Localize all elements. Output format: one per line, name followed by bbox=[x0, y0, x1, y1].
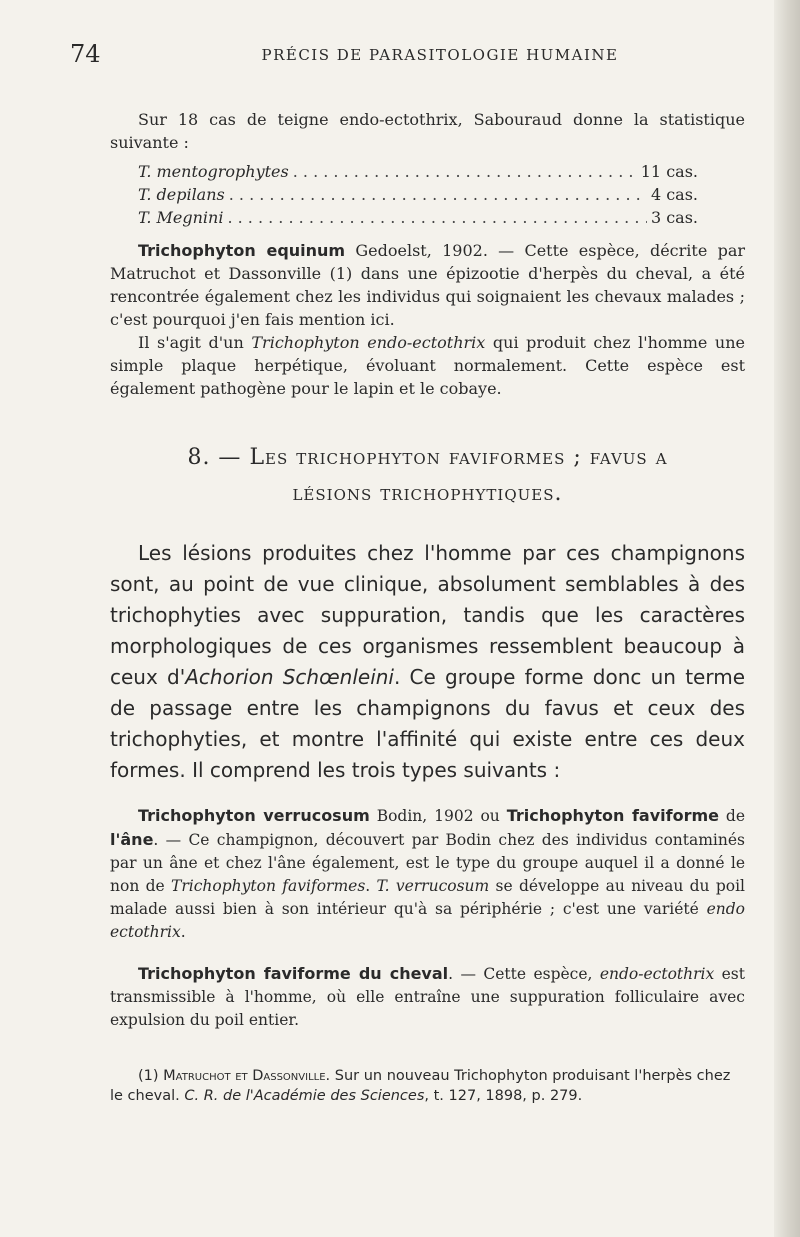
section-title-line1: Les trichophyton faviformes ; favus a bbox=[249, 445, 668, 470]
paragraph-text: . — Cette espèce, bbox=[448, 965, 600, 983]
species-name: Trichophyton verrucosum bbox=[138, 806, 370, 825]
paragraph-text: . bbox=[180, 923, 186, 941]
paragraph-text: Il s'agit d'un bbox=[138, 333, 252, 352]
stat-name: T. depilans bbox=[138, 185, 225, 204]
intro-paragraph: Sur 18 cas de teigne endo-ectothrix, Sabouraud donne la statistique suivante : bbox=[110, 110, 745, 152]
paragraph-text: Bodin, 1902 ou bbox=[369, 807, 507, 825]
stat-value: 4 cas. bbox=[650, 185, 698, 204]
species-italic: endo ectothrix bbox=[110, 900, 745, 941]
paragraph-text: de bbox=[719, 807, 746, 825]
paragraph-text: qui produit chez l'homme une simple plaque herpétique, évoluant normalement. Cette espèce est également pathogène pour le lapin et le cobaye. bbox=[110, 333, 746, 398]
paragraph-text: se développe au niveau du poil malade aussi bien à son intérieur qu'à sa périphérie ; c'est une variété bbox=[110, 877, 746, 918]
footnote-authors: Matruchot et Dassonville bbox=[163, 1068, 326, 1084]
leader-dots bbox=[293, 160, 637, 183]
paragraph-text: . bbox=[365, 877, 377, 895]
stat-row bbox=[138, 206, 698, 229]
equinum-paragraph-2 bbox=[110, 331, 745, 400]
section-heading bbox=[110, 440, 745, 512]
species-italic: T. verrucosum bbox=[376, 877, 490, 895]
stat-row bbox=[138, 183, 698, 206]
species-name: l'âne bbox=[110, 830, 154, 849]
footnote bbox=[110, 1066, 745, 1106]
paragraph-text: . — Ce champignon, découvert par Bodin chez des individus contaminés par un âne et chez l'âne également, est le type du groupe auquel il a donné le non de bbox=[110, 831, 745, 895]
paragraph-text: est transmissible à l'homme, où elle entraîne une suppuration folliculaire avec expulsion du poil entier. bbox=[110, 965, 745, 1029]
equinum-paragraph bbox=[110, 239, 745, 331]
footnote-journal: C. R. de l'Académie des Sciences bbox=[184, 1088, 425, 1104]
running-head: PRÉCIS DE PARASITOLOGIE HUMAINE bbox=[261, 46, 619, 64]
paragraph-text: Les lésions produites chez l'homme par ces champignons sont, au point de vue clinique, absolument semblables à des trichophyties avec suppuration, tandis que les caractères morphologiques de ces organismes ressemblent beaucoup à ceux d' bbox=[110, 541, 745, 689]
page-edge-shadow bbox=[774, 0, 800, 1237]
cheval-paragraph bbox=[110, 962, 745, 1032]
species-italic: Trichophyton endo-ectothrix bbox=[251, 333, 486, 352]
stat-row bbox=[138, 160, 698, 183]
paragraph-text: . Ce groupe forme donc un terme de passage entre les champignons du favus et ceux des trichophyties, et montre l'affinité qui existe entre ces deux formes. Il comprend les trois types suivants : bbox=[110, 665, 745, 782]
species-name: Trichophyton equinum bbox=[138, 241, 346, 260]
statistics-list bbox=[138, 160, 698, 229]
stat-value: 3 cas. bbox=[650, 208, 698, 227]
page-header bbox=[70, 40, 730, 70]
stat-value: 11 cas. bbox=[640, 162, 698, 181]
paragraph-text: Gedoelst, 1902. — Cette espèce, décrite par Matruchot et Dassonville (1) dans une épizootie d'herpès du cheval, a été rencontrée également chez les individus qui soignaient les chevaux malades ; c'est pourquoi j'en fais mention ici. bbox=[110, 241, 746, 329]
species-name: Trichophyton faviforme bbox=[506, 806, 719, 825]
footnote-marker: (1) bbox=[138, 1068, 164, 1084]
section-intro-paragraph bbox=[110, 538, 745, 786]
species-italic: Achorion Schœnleini bbox=[185, 665, 394, 689]
footnote-text: . Sur un nouveau Trichophyton produisant l'herpès chez le cheval. bbox=[110, 1068, 731, 1104]
section-title-line2: lésions trichophytiques. bbox=[292, 481, 563, 506]
leader-dots bbox=[229, 183, 647, 206]
stat-name: T. mentogrophytes bbox=[138, 162, 289, 181]
verrucosum-paragraph bbox=[110, 804, 745, 944]
page-content bbox=[110, 108, 745, 1106]
species-name: Trichophyton faviforme du cheval bbox=[138, 964, 449, 983]
leader-dots bbox=[227, 206, 647, 229]
stat-name: T. Megnini bbox=[138, 208, 224, 227]
page-number: 74 bbox=[70, 40, 101, 68]
species-italic: Trichophyton faviformes bbox=[171, 877, 366, 895]
section-number: 8. — bbox=[187, 445, 250, 470]
footnote-text: , t. 127, 1898, p. 279. bbox=[424, 1088, 583, 1104]
species-italic: endo-ectothrix bbox=[599, 965, 715, 983]
